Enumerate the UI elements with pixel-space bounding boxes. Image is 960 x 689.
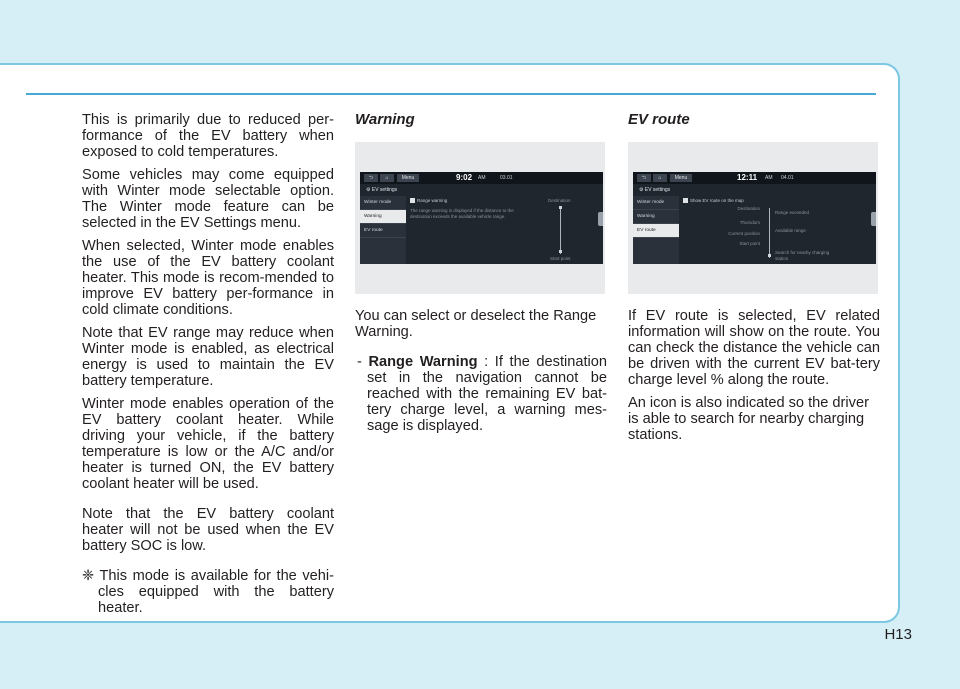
screen-content bbox=[683, 198, 866, 260]
route-note-charging: Search for nearby charging station bbox=[775, 250, 830, 261]
screen bbox=[360, 172, 603, 264]
screen-header: ⚙ EV settings bbox=[366, 187, 398, 193]
checkbox-icon bbox=[683, 198, 688, 203]
clock: 9:02 bbox=[456, 173, 473, 182]
availability-note: ❈ This mode is available for the vehi-cles equipped with the battery heater. bbox=[82, 568, 334, 616]
top-bar bbox=[360, 172, 603, 184]
screen bbox=[633, 172, 876, 264]
range-warning-bullet: - Range Warning : If the destination set in the navigation cannot be reached with the remaining EV bat-tery charge level, a warning mes-sage is displayed. bbox=[357, 354, 608, 434]
route-note-available: Available range bbox=[775, 228, 806, 233]
checkbox-icon bbox=[410, 198, 415, 203]
screen-sidebar bbox=[633, 196, 679, 264]
right-column bbox=[628, 112, 880, 450]
paragraph: Some vehicles may come equipped with Winter mode selectable option. The Winter mode feature can be selected in the EV Settings menu. bbox=[82, 167, 334, 231]
menu-button: Menu bbox=[670, 174, 692, 182]
sidebar-item-ev-route: EV route bbox=[360, 224, 406, 238]
route-line bbox=[769, 208, 770, 258]
route-label-current: Current position bbox=[728, 231, 760, 236]
sidebar-item-winter-mode: Winter mode bbox=[360, 196, 406, 210]
sidebar-item-ev-route: EV route bbox=[633, 224, 679, 238]
date: 03.01 bbox=[500, 175, 513, 181]
section-title-ev-route: EV route bbox=[628, 111, 690, 128]
paragraph: When selected, Winter mode enables the use of the EV battery coolant heater. This mode is recom-mended to improve EV battery per-formance in cold climate conditions. bbox=[82, 238, 334, 318]
paragraph: This is primarily due to reduced per-formance of the EV battery when exposed to cold temperatures. bbox=[82, 112, 334, 160]
route-note-exceeded: Range exceeded bbox=[775, 210, 810, 215]
home-icon: ⌂ bbox=[653, 174, 667, 182]
option-label: Show EV route on the map bbox=[690, 198, 744, 203]
section-title-warning: Warning bbox=[355, 111, 415, 128]
route-label-waypoint: Thursdom bbox=[739, 220, 760, 225]
header-rule bbox=[26, 93, 876, 95]
ampm: AM bbox=[478, 175, 486, 181]
menu-button: Menu bbox=[397, 174, 419, 182]
charging-station-icon bbox=[768, 254, 771, 257]
top-bar bbox=[633, 172, 876, 184]
route-label-destination: Destination bbox=[737, 206, 760, 211]
sidebar-item-warning: Warning bbox=[633, 210, 679, 224]
ampm: AM bbox=[765, 175, 773, 181]
start-marker bbox=[559, 250, 562, 253]
paragraph: Winter mode enables operation of the EV battery coolant heater. While driving your vehicle, if the battery temperature is low or the A/C and/or heater is turned ON, the EV battery coolant heater will be used. bbox=[82, 396, 334, 492]
date: 04.01 bbox=[781, 175, 794, 181]
sidebar-item-warning: Warning bbox=[360, 210, 406, 224]
clock: 12:11 bbox=[737, 173, 758, 182]
panel-handle bbox=[871, 212, 876, 226]
destination-marker bbox=[559, 206, 562, 209]
screenshot-range-warning bbox=[355, 142, 605, 294]
route-line bbox=[560, 208, 561, 254]
screen-sidebar bbox=[360, 196, 406, 264]
middle-column bbox=[355, 112, 607, 441]
paragraph: Note that EV range may reduce when Winter mode is enabled, as electrical energy is used to maintain the EV battery temperature. bbox=[82, 325, 334, 389]
panel-handle bbox=[598, 212, 603, 226]
sidebar-item-winter-mode: Winter mode bbox=[633, 196, 679, 210]
left-column bbox=[82, 112, 334, 623]
paragraph: An icon is also indicated so the driver is able to search for nearby charging stations. bbox=[628, 395, 869, 443]
back-icon: ⮌ bbox=[364, 174, 378, 182]
page-number: H13 bbox=[884, 626, 912, 643]
screenshot-ev-route bbox=[628, 142, 878, 294]
option-label: Range warning bbox=[417, 198, 448, 203]
destination-label: Destination bbox=[548, 198, 571, 203]
home-icon: ⌂ bbox=[380, 174, 394, 182]
option-description: The range warning is displayed if the distance to the destination exceeds the available vehicle range. bbox=[410, 208, 514, 219]
screen-header: ⚙ EV settings bbox=[639, 187, 671, 193]
paragraph: If EV route is selected, EV related information will show on the route. You can check the distance the vehicle can be driven with the current EV bat-tery charge level % along the route. bbox=[628, 308, 880, 388]
paragraph: You can select or deselect the Range Warning. bbox=[355, 308, 597, 340]
paragraph: Note that the EV battery coolant heater will not be used when the EV battery SOC is low. bbox=[82, 506, 334, 554]
start-label: Start point bbox=[550, 256, 571, 261]
back-icon: ⮌ bbox=[637, 174, 651, 182]
route-label-start: Start point bbox=[739, 241, 760, 246]
screen-content bbox=[410, 198, 593, 260]
